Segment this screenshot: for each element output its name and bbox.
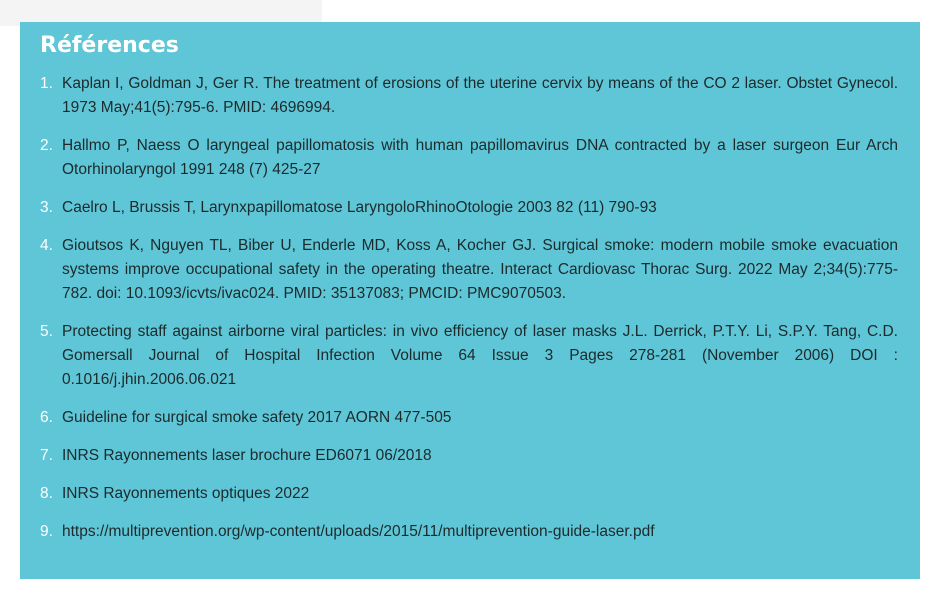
- reference-item-2: [40, 134, 898, 182]
- reference-number: 6.: [40, 409, 53, 426]
- reference-item-7: [40, 444, 898, 468]
- references-title: Références: [40, 33, 179, 58]
- reference-text: INRS Rayonnements optiques 2022: [62, 485, 310, 502]
- reference-number: 1.: [40, 75, 53, 92]
- reference-item-3: [40, 196, 898, 220]
- reference-item-6: [40, 406, 898, 430]
- reference-item-1: [40, 72, 898, 120]
- reference-item-8: [40, 482, 898, 506]
- reference-number: 9.: [40, 523, 53, 540]
- reference-number: 5.: [40, 323, 53, 340]
- reference-number: 7.: [40, 447, 53, 464]
- reference-number: 2.: [40, 137, 53, 154]
- reference-text: Kaplan I, Goldman J, Ger R. The treatment of erosions of the uterine cervix by means of the CO 2 laser. Obstet Gynecol. 1973 May;41(5):795-6. PMID: 4696994.: [62, 75, 898, 116]
- reference-item-5: [40, 320, 898, 392]
- reference-text: Caelro L, Brussis T, Larynxpapillomatose LaryngoloRhinoOtologie 2003 82 (11) 790-93: [62, 199, 657, 216]
- reference-item-4: [40, 234, 898, 306]
- reference-text: Protecting staff against airborne viral particles: in vivo efficiency of laser masks J.L. Derrick, P.T.Y. Li, S.P.Y. Tang, C.D. Gomersall Journal of Hospital Infection Volume 64 Issue 3 Pages 278-281 (November 2006) DOI : 0.1016/j.jhin.2006.06.021: [62, 323, 898, 388]
- reference-text: Gioutsos K, Nguyen TL, Biber U, Enderle MD, Koss A, Kocher GJ. Surgical smoke: modern mobile smoke evacuation systems improve occupational safety in the operating theatre. Interact Cardiovasc Thorac Surg. 2022 May 2;34(5):775-782. doi: 10.1093/icvts/ivac024. PMID: 35137083; PMCID: PMC9070503.: [62, 237, 898, 302]
- reference-text: Guideline for surgical smoke safety 2017 AORN 477-505: [62, 409, 452, 426]
- reference-link[interactable]: https://multiprevention.org/wp-content/uploads/2015/11/multiprevention-guide-laser.pdf: [62, 523, 655, 540]
- reference-number: 3.: [40, 199, 53, 216]
- reference-number: 8.: [40, 485, 53, 502]
- reference-text: INRS Rayonnements laser brochure ED6071 06/2018: [62, 447, 432, 464]
- reference-list: [40, 72, 898, 544]
- reference-number: 4.: [40, 237, 53, 254]
- references-panel: [20, 22, 920, 579]
- reference-item-9: [40, 520, 898, 544]
- reference-text: Hallmo P, Naess O laryngeal papillomatosis with human papillomavirus DNA contracted by a laser surgeon Eur Arch Otorhinolaryngol 1991 248 (7) 425-27: [62, 137, 898, 178]
